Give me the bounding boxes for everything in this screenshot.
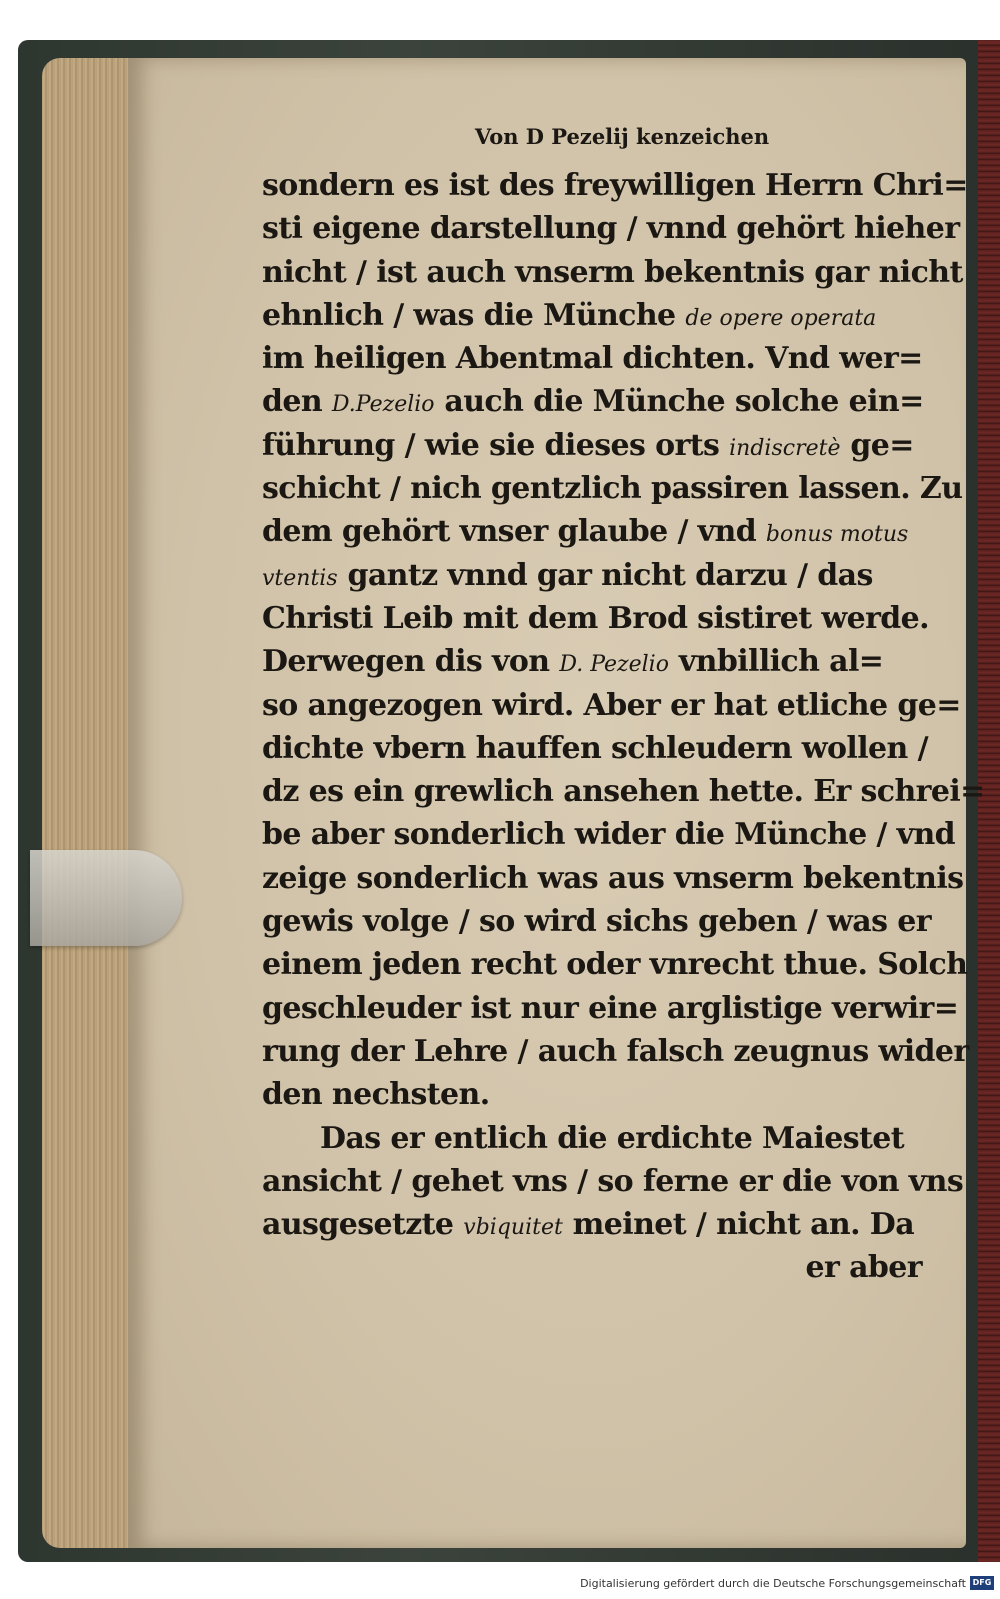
footer-bar [0,1572,1000,1599]
text-line [262,554,922,597]
text-line [262,597,930,640]
text-line [262,1160,964,1203]
page-text [262,120,985,1290]
line-text: ge= [840,427,914,463]
text-line [262,467,963,510]
line-text: schicht / nich gentzlich passiren lassen. Zu [262,471,963,507]
text-line [262,684,961,727]
line-text: Derwegen dis von [262,644,560,680]
line-text: im heiligen Abentmal dichten. Vnd wer= [262,341,923,377]
line-text: dem gehört vnser glaube / vnd [262,514,766,550]
line-text: rung der Lehre / auch falsch zeugnus wider [262,1033,969,1069]
line-text: be aber sonderlich wider die Münche / vnd [262,817,956,853]
text-line [262,1030,969,1073]
line-text: ehnlich / was die Münche [262,297,686,333]
line-text: zeige sonderlich was aus vnserm bekentnis [262,860,964,896]
line-text: einem jeden recht oder vnrecht thue. Solch [262,947,968,983]
text-line [262,337,922,380]
funding-credit: Digitalisierung gefördert durch die Deutsche Forschungsgemeinschaft [580,1577,966,1590]
latin-phrase: vtentis [262,565,338,591]
text-line [262,510,922,553]
latin-phrase: D. Pezelio [559,652,669,678]
text-line [262,251,963,294]
line-text: so angezogen wird. Aber er hat etliche ge= [262,687,961,723]
text-line [262,900,931,943]
line-text: ausgesetzte [262,1207,464,1243]
text-line [262,164,968,207]
line-text: dz es ein grewlich ansehen hette. Er schrei= [262,774,985,810]
text-line [262,424,922,467]
text-line [262,727,928,770]
latin-phrase: vbiquitet [463,1215,563,1241]
line-text: vnbillich al= [668,644,884,680]
line-text: dichte vbern hauffen schleudern wollen / [262,730,928,766]
text-line [262,207,960,250]
line-text: meinet / nicht an. Da [562,1207,915,1243]
page-edges [42,58,138,1548]
line-text: den [262,384,332,420]
text-line [262,987,959,1030]
latin-phrase: bonus motus [765,522,909,548]
line-text: er aber [805,1250,922,1286]
line-text: Christi Leib mit dem Brod sistiret werde. [262,600,930,636]
text-line [262,294,922,337]
text-line [262,770,985,813]
line-text: gewis volge / so wird sichs geben / was er [262,904,931,940]
latin-phrase: indiscretè [729,435,841,461]
latin-phrase: D.Pezelio [331,392,435,418]
line-text: sti eigene darstellung / vnnd gehört hieher [262,211,960,247]
text-line [262,1117,922,1160]
text-line [262,640,922,683]
text-line [262,1246,922,1289]
line-text: sondern es ist des freywilligen Herrn Chri= [262,168,968,203]
line-text: den nechsten. [262,1077,490,1113]
text-line [262,943,968,986]
line-text: geschleuder ist nur eine arglistige verwir= [262,990,959,1026]
line-text: auch die Münche solche ein= [434,384,924,420]
line-text: ansicht / gehet vns / so ferne er die von vns [262,1163,964,1199]
text-line [262,380,922,423]
text-line [262,1073,922,1116]
latin-phrase: de opere operata [685,305,877,331]
line-text: nicht / ist auch vnserm bekentnis gar nicht [262,254,963,290]
page-clip [30,850,182,946]
text-line [262,857,964,900]
line-text: führung / wie sie dieses orts [262,427,730,463]
text-line [262,1203,922,1246]
text-line [262,813,956,856]
line-text: gantz vnnd gar nicht darzu / das [337,557,873,593]
running-head: Von D Pezelij kenzeichen [474,124,770,149]
text-lines [262,164,985,1290]
line-text: Das er entlich die erdichte Maiestet [320,1120,905,1156]
dfg-logo: DFG [970,1576,994,1590]
